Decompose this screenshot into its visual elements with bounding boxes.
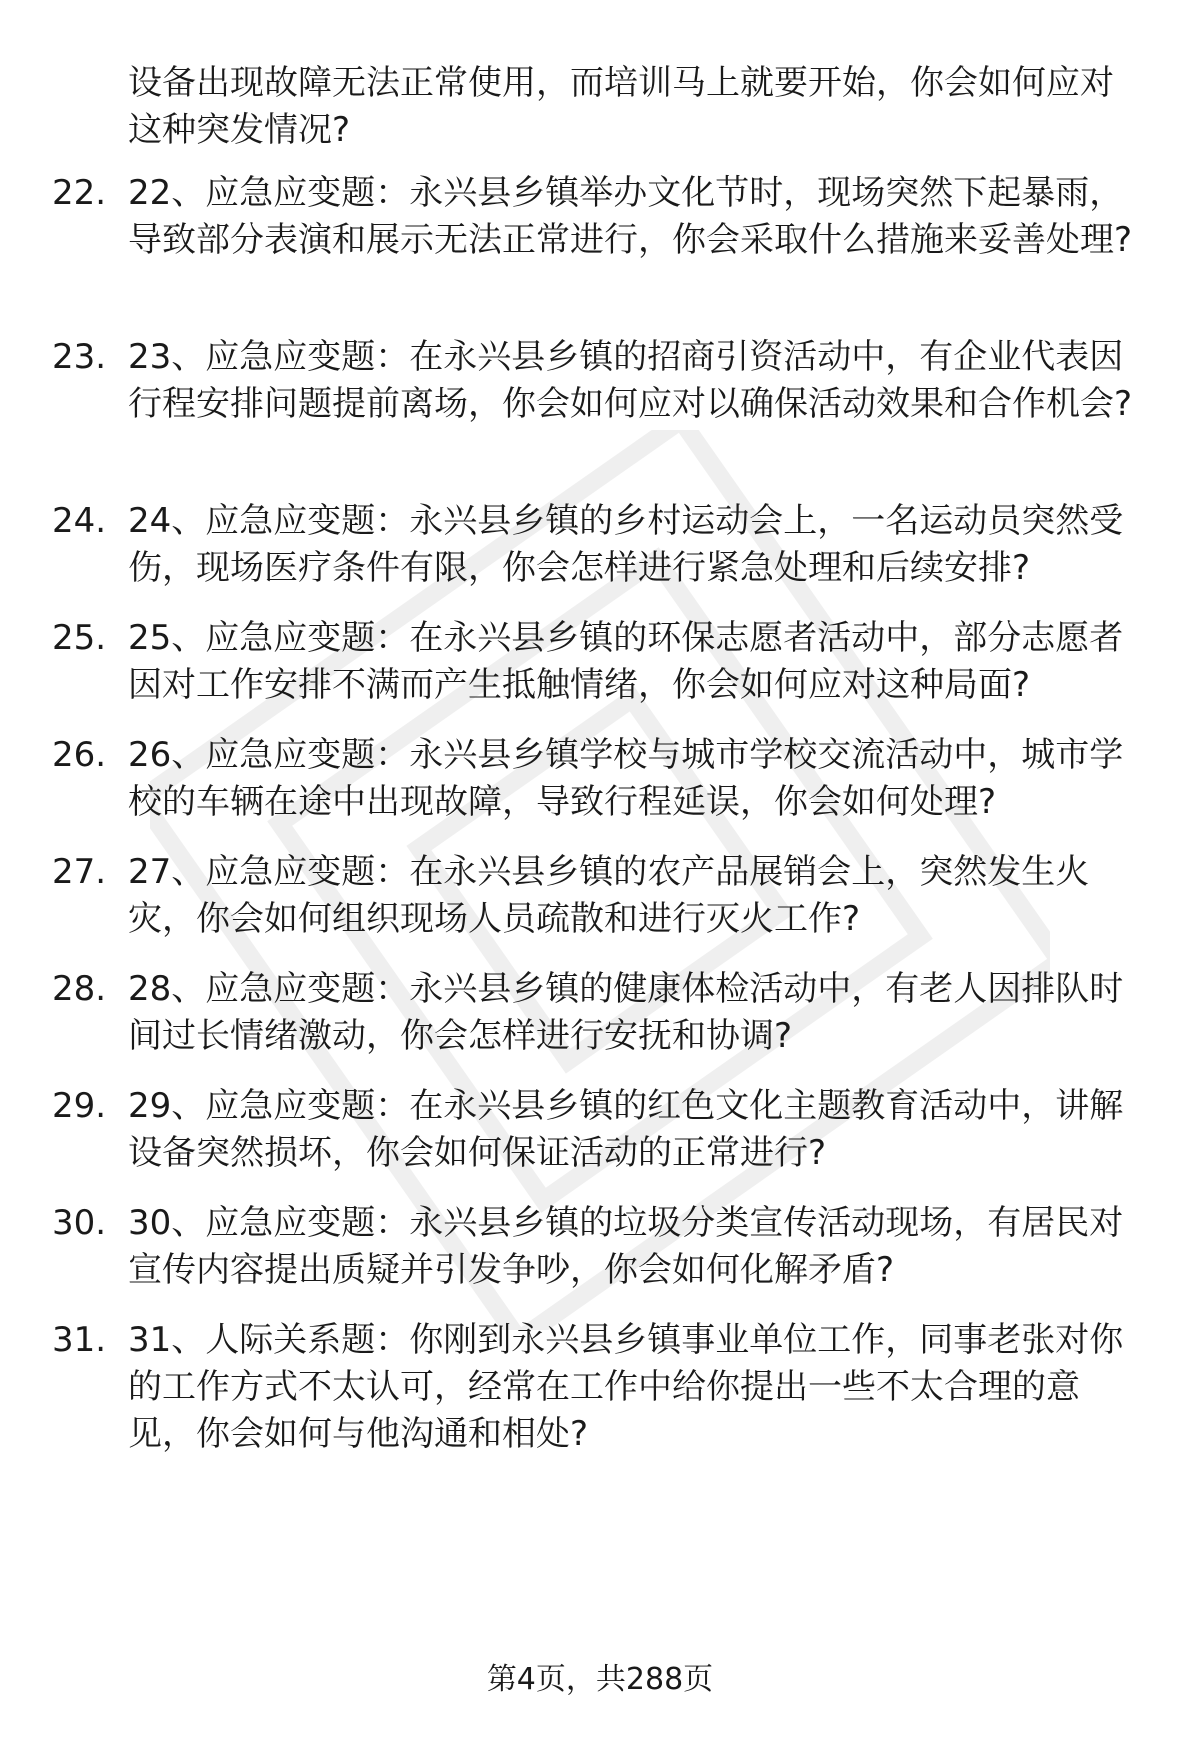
question-number: 23.: [52, 337, 107, 377]
question-text: 27、应急应变题：在永兴县乡镇的农产品展销会上，突然发生火灾，你会如何组织现场人员疏散和进行灭火工作?: [128, 852, 1090, 939]
question-number: 31.: [52, 1320, 107, 1360]
question-number: 27.: [52, 852, 107, 892]
continuation-text: 设备出现故障无法正常使用，而培训马上就要开始，你会如何应对这种突发情况?: [128, 63, 1114, 150]
question-number: 26.: [52, 735, 107, 775]
question-text: 24、应急应变题：永兴县乡镇的乡村运动会上，一名运动员突然受伤，现场医疗条件有限，你会怎样进行紧急处理和后续安排?: [128, 501, 1124, 588]
question-number: 30.: [52, 1203, 107, 1243]
question-text: 23、应急应变题：在永兴县乡镇的招商引资活动中，有企业代表因行程安排问题提前离场，你会如何应对以确保活动效果和合作机会?: [128, 337, 1133, 424]
question-number: 22.: [52, 173, 107, 213]
question-text: 29、应急应变题：在永兴县乡镇的红色文化主题教育活动中，讲解设备突然损坏，你会如何保证活动的正常进行?: [128, 1086, 1124, 1173]
page-footer: 第4页，共288页: [486, 1662, 714, 1697]
question-text: 25、应急应变题：在永兴县乡镇的环保志愿者活动中，部分志愿者因对工作安排不满而产生抵触情绪，你会如何应对这种局面?: [128, 618, 1124, 705]
question-number: 28.: [52, 969, 107, 1009]
question-text: 31、人际关系题：你刚到永兴县乡镇事业单位工作，同事老张对你的工作方式不太认可，经常在工作中给你提出一些不太合理的意见，你会如何与他沟通和相处?: [128, 1320, 1124, 1454]
question-text: 30、应急应变题：永兴县乡镇的垃圾分类宣传活动现场，有居民对宣传内容提出质疑并引发争吵，你会如何化解矛盾?: [128, 1203, 1124, 1290]
question-number: 25.: [52, 618, 107, 658]
question-number: 24.: [52, 501, 107, 541]
question-text: 26、应急应变题：永兴县乡镇学校与城市学校交流活动中，城市学校的车辆在途中出现故障，导致行程延误，你会如何处理?: [128, 735, 1124, 822]
question-text: 22、应急应变题：永兴县乡镇举办文化节时，现场突然下起暴雨，导致部分表演和展示无法正常进行，你会采取什么措施来妥善处理?: [128, 173, 1133, 260]
question-text: 28、应急应变题：永兴县乡镇的健康体检活动中，有老人因排队时间过长情绪激动，你会怎样进行安抚和协调?: [128, 969, 1124, 1056]
question-number: 29.: [52, 1086, 107, 1126]
